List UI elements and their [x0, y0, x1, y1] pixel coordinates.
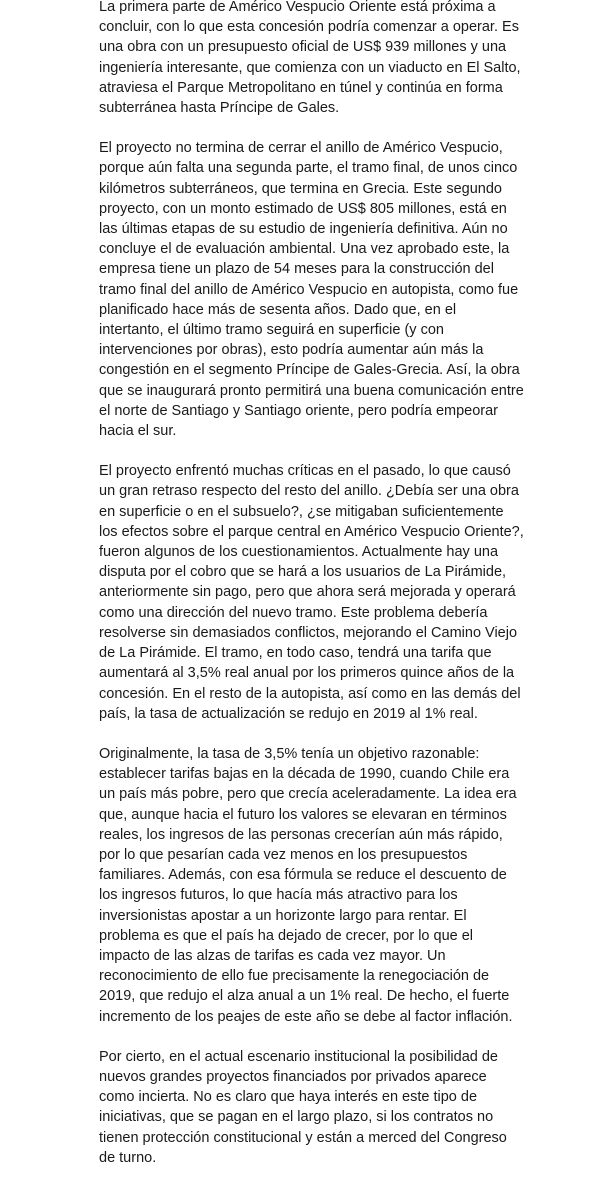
text-line: los efectos sobre el parque central en Américo Vespucio Oriente?,	[99, 523, 524, 540]
text-line: en superficie o en el subsuelo?, ¿se mitigaban suficientemente	[99, 503, 504, 520]
text-line: intertanto, el último tramo seguirá en superficie (y con	[99, 322, 444, 339]
text-line: por lo que pesarían cada vez menos en los presupuestos	[99, 846, 468, 863]
text-line: problema es que el país ha dejado de crecer, por lo que el	[99, 927, 474, 944]
text-line: congestión en el segmento Príncipe de Gales-Grecia. Así, la obra	[99, 362, 520, 379]
text-line: incremento de los peajes de este año se debe al factor inflación.	[99, 1008, 513, 1025]
text-line: resolverse sin demasiados conflictos, mejorando el Camino Viejo	[99, 624, 518, 641]
text-line: subterránea hasta Príncipe de Gales.	[99, 100, 340, 117]
text-line: proyecto, con un monto estimado de US$ 805 millones, está en	[99, 200, 507, 217]
text-line: kilómetros subterráneos, que termina en Grecia. Este segundo	[99, 180, 502, 197]
text-line: los ingresos futuros, lo que hacía más atractivo para los	[99, 887, 458, 904]
paragraph-1	[99, 0, 521, 118]
text-line: Por cierto, en el actual escenario institucional la posibilidad de	[99, 1048, 498, 1065]
text-line: Originalmente, la tasa de 3,5% tenía un objetivo razonable:	[99, 745, 480, 762]
text-line: de turno.	[99, 1149, 157, 1166]
text-line: que, aunque hacia el futuro los valores se elevaran en términos	[99, 806, 507, 823]
text-line: país, la tasa de actualización se redujo en 2019 al 1% real.	[99, 705, 478, 722]
text-line: concluye el de evaluación ambiental. Una vez aprobado este, la	[99, 241, 510, 258]
text-line: establecer tarifas bajas en la década de 1990, cuando Chile era	[99, 766, 510, 783]
text-line: 2019, que redujo el alza anual a un 1% real. De hecho, el fuerte	[99, 988, 510, 1005]
text-line: hacia el sur.	[99, 423, 177, 440]
text-line: aumentará al 3,5% real anual por los primeros quince años de la	[99, 665, 515, 682]
paragraph-4	[99, 744, 517, 1027]
text-line: reconocimiento de ello fue precisamente la renegociación de	[99, 968, 490, 985]
text-line: planificado hace más de sesenta años. Dado que, en el	[99, 301, 457, 318]
paragraph-2	[99, 138, 524, 441]
text-line: un país más pobre, pero que crecía aceleradamente. La idea era	[99, 786, 517, 803]
text-line: tienen protección constitucional y están a merced del Congreso	[99, 1129, 507, 1146]
text-line: anteriormente sin pago, pero que ahora será mejorada y operará	[99, 584, 516, 601]
text-line: como incierta. No es claro que haya interés en este tipo de	[99, 1089, 478, 1106]
text-line: La primera parte de Américo Vespucio Oriente está próxima a	[99, 0, 496, 15]
text-line: El proyecto enfrentó muchas críticas en el pasado, lo que causó	[99, 463, 511, 480]
text-line: un gran retraso respecto del resto del anillo. ¿Debía ser una obra	[99, 483, 519, 500]
text-line: empresa tiene un plazo de 54 meses para la construcción del	[99, 261, 494, 278]
text-line: nuevos grandes proyectos financiados por privados aparece	[99, 1068, 487, 1085]
text-line: El proyecto no termina de cerrar el anillo de Américo Vespucio,	[99, 140, 503, 157]
text-line: porque aún falta una segunda parte, el tramo final, de unos cinco	[99, 160, 518, 177]
text-line: impacto de las alzas de tarifas es cada vez mayor. Un	[99, 947, 446, 964]
text-line: una obra con un presupuesto oficial de US$ 939 millones y una	[99, 39, 507, 56]
text-line: familiares. Además, con esa fórmula se reduce el descuento de	[99, 867, 507, 884]
text-line: fueron algunos de los cuestionamientos. Actualmente hay una	[99, 544, 499, 561]
text-line: como una dirección del nuevo tramo. Este problema debería	[99, 604, 488, 621]
text-line: las últimas etapas de su estudio de ingeniería definitiva. Aún no	[99, 221, 508, 238]
text-line: atraviesa el Parque Metropolitano en túnel y continúa en forma	[99, 79, 503, 96]
text-line: el norte de Santiago y Santiago oriente, pero podría empeorar	[99, 402, 499, 419]
paragraph-3	[99, 461, 524, 724]
paragraph-5	[99, 1047, 507, 1168]
text-line: iniciativas, que se pagan en el largo plazo, si los contratos no	[99, 1109, 494, 1126]
text-line: tramo final del anillo de Américo Vespucio en autopista, como fue	[99, 281, 519, 298]
text-line: que se inaugurará pronto permitirá una buena comunicación entre	[99, 382, 524, 399]
text-line: intervenciones por obras), esto podría aumentar aún más la	[99, 342, 484, 359]
text-line: concluir, con lo que esta concesión podría comenzar a operar. Es	[99, 19, 519, 36]
text-line: reales, los ingresos de las personas crecerían aún más rápido,	[99, 826, 503, 843]
text-line: de La Pirámide. El tramo, en todo caso, tendrá una tarifa que	[99, 645, 492, 662]
text-line: disputa por el cobro que se hará a los usuarios de La Pirámide,	[99, 564, 507, 581]
text-line: inversionistas apostar a un horizonte largo para rentar. El	[99, 907, 467, 924]
article-body	[99, 0, 524, 1188]
text-line: ingeniería interesante, que comienza con un viaducto en El Salto,	[99, 59, 521, 76]
text-line: concesión. En el resto de la autopista, así como en las demás del	[99, 685, 521, 702]
